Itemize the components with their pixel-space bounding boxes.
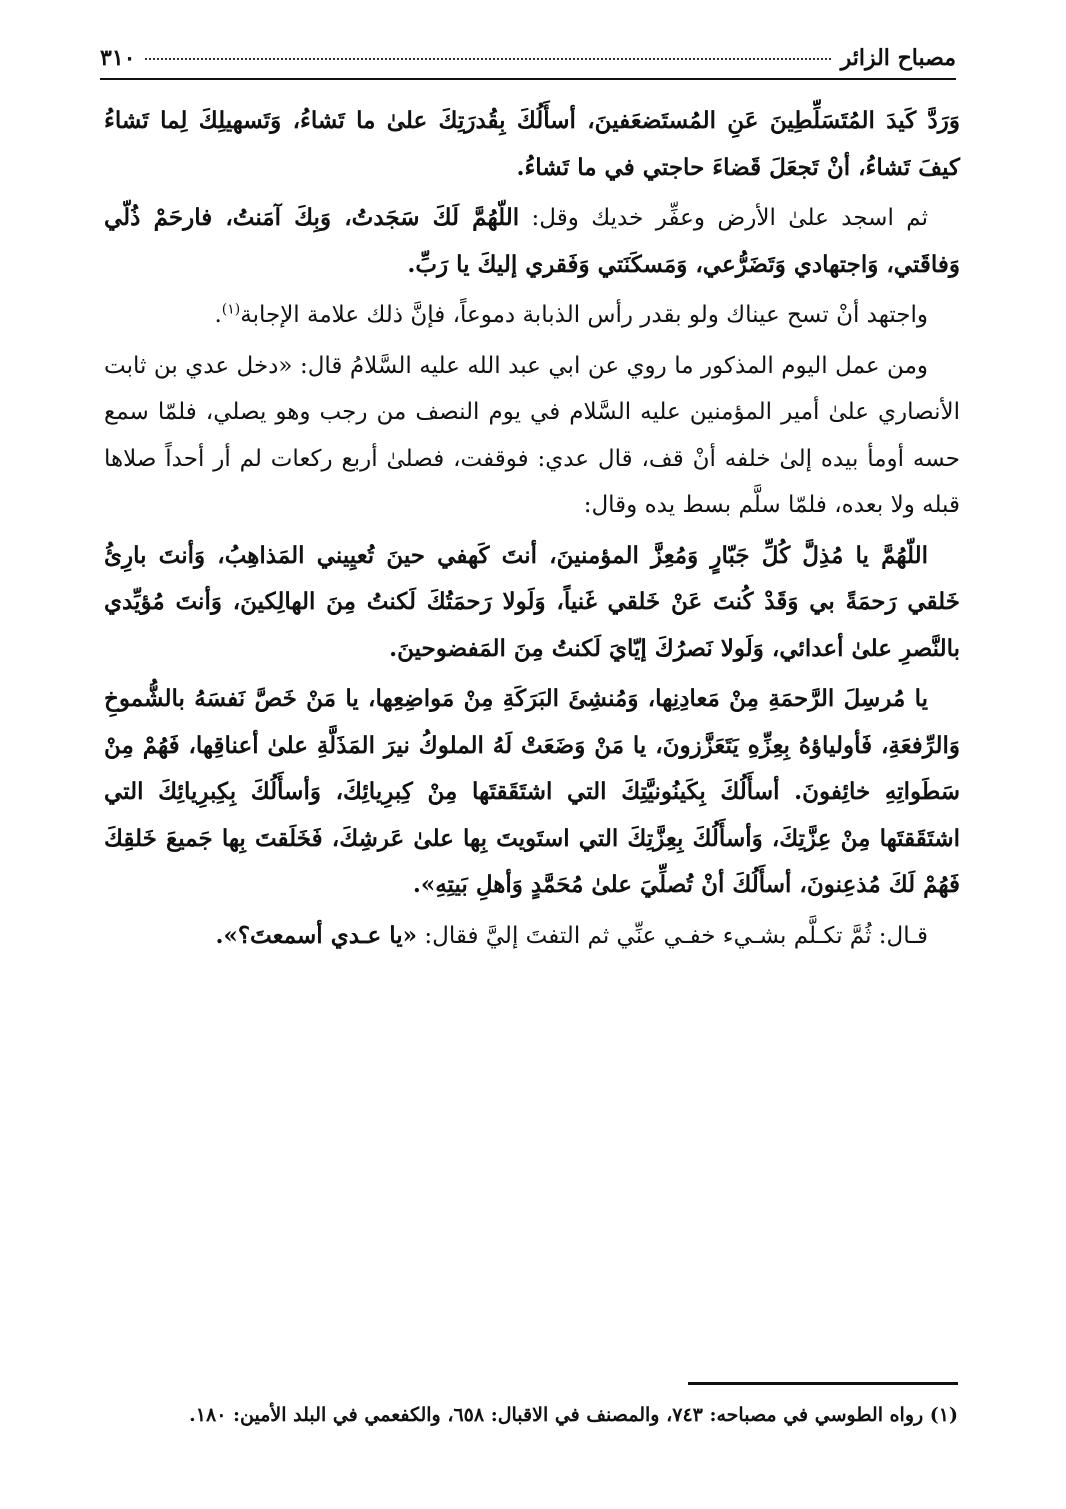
paragraph-3	[104, 292, 960, 339]
page-header	[100, 38, 956, 80]
book-title: مصباح الزائر	[840, 45, 956, 71]
paragraph-3-text: واجتهد أنْ تسح عيناك ولو بقدر رأس الذبابة دموعاً، فإنَّ ذلك علامة الإجابة	[240, 302, 928, 328]
paragraph-7-narration: قـال: ثُمَّ تكـلَّم بشـيء خفـي عنِّي ثم التفتَ إليَّ فقال:	[417, 922, 928, 949]
header-dot-leader	[145, 57, 830, 60]
paragraph-2	[104, 195, 960, 288]
footnote: (١) رواه الطوسي في مصباحه: ٧٤٣، والمصنف في الاقبال: ٦٥٨، والكفعمي في البلد الأمين: ١٨٠.	[189, 1404, 958, 1426]
paragraph-2-instruction: ثم اسجد علىٰ الأرض وعفِّر خديك وقل:	[519, 205, 928, 231]
page-body	[104, 98, 960, 963]
footnote-marker[interactable]: (١)	[221, 301, 241, 318]
paragraph-2-supplication: اللّهُمَّ لَكَ سَجَدتُ، وَبِكَ آمَنتُ، فارحَمْ ذُلّي وَفاقَتي، وَاجتهادي وَتَضَرُّعي، وَمَسكَنَتي وَفَقري إليكَ يا رَبِّ.	[104, 204, 960, 278]
paragraph-7-quote: «يا عـدي أسمعتَ؟».	[215, 921, 418, 949]
paragraph-6: يا مُرسِلَ الرَّحمَةِ مِنْ مَعادِنِها، وَمُنشِئَ البَرَكَةِ مِنْ مَواضِعِها، يا مَنْ خَصَّ نَفسَهُ بالشُّموخِ وَالرِّفعَةِ، فَأولياؤهُ بِعِزِّهِ يَتَعَزَّزونَ، يا مَنْ وَضَعَتْ لَهُ الملوكُ نيرَ المَذَلَّةِ علىٰ أعناقِها، فَهُمْ مِنْ سَطَواتِهِ خائِفونَ. أسأَلُكَ بِكَينُونيَّتِكَ التي اشتَقَقتَها مِنْ كِبرِيائِكَ، وَأسأَلُكَ بِكِبرِيائِكَ التي اشتَقَقتَها مِنْ عِزَّتِكَ، وَأسأَلُكَ بِعِزَّتِكَ التي استَويتَ بِها علىٰ عَرشِكَ، فَخَلَقتَ بِها جَميعَ خَلقِكَ فَهُمْ لَكَ مُذعِنونَ، أسأَلُكَ أنْ تُصلِّيَ علىٰ مُحَمَّدٍ وَأهلِ بَيتِهِ».	[104, 685, 960, 898]
paragraph-4: ومن عمل اليوم المذكور ما روي عن ابي عبد الله عليه السَّلامُ قال: «دخل عدي بن ثابت الأنصاري علىٰ أمير المؤمنين عليه السَّلام في يوم النصف من رجب وهو يصلي، فلمّا سمع حسه أومأ بيده إلىٰ خلفه أنْ قف، قال عدي: فوقفت، فصلىٰ أربع ركعات لم أر أحداً صلاها قبله ولا بعده، فلمّا سلَّم بسط يده وقال:	[104, 352, 960, 518]
paragraph-7	[104, 913, 960, 960]
paragraph-1: وَرَدَّ كَيدَ المُتَسَلِّطِينَ عَنِ المُستَضعَفينَ، أسأَلُكَ بِقُدرَتِكَ علىٰ ما تَشاءُ، وَتَسهيلِكَ لِما تَشاءُ كيفَ تَشاءُ، أنْ تَجعَلَ قَضاءَ حاجتي في ما تَشاءُ.	[104, 107, 960, 181]
paragraph-5: اللّهُمَّ يا مُذِلَّ كُلِّ جَبّارٍ وَمُعِزَّ المؤمنينَ، أنتَ كَهفي حينَ تُعيِيني المَذاهِبُ، وَأنتَ بارِئُ خَلقي رَحمَةً بي وَقَدْ كُنتَ عَنْ خَلقي غَنياً، وَلَولا رَحمَتُكَ لَكنتُ مِنَ الهالِكينَ، وَأنتَ مُؤيِّدي بالنَّصرِ علىٰ أعدائي، وَلَولا نَصرُكَ إيّايَ لَكنتُ مِنَ المَفضوحينَ.	[104, 541, 960, 662]
paragraph-3-tail: .	[214, 302, 222, 328]
page-number: ٣١٠	[100, 45, 136, 71]
footnote-divider	[688, 1382, 958, 1385]
